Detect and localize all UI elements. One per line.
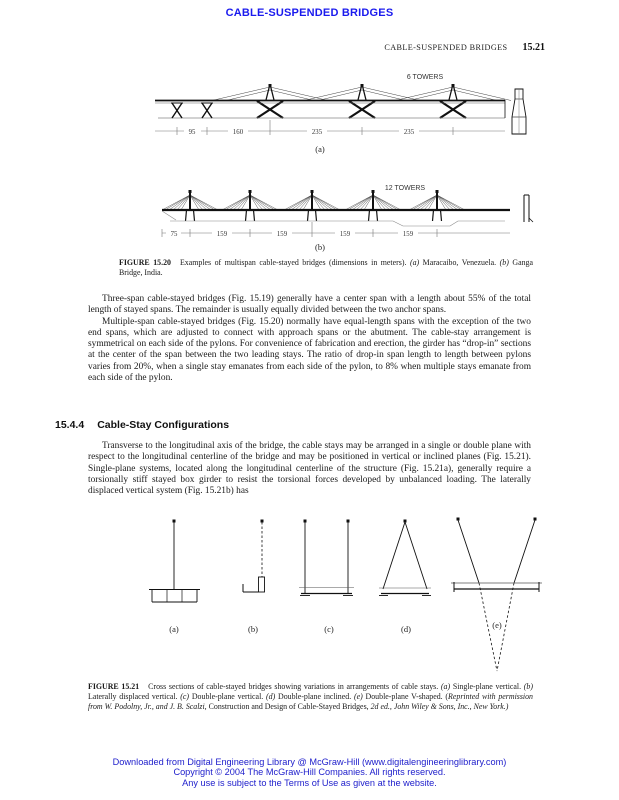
section-title: Cable-Stay Configurations bbox=[97, 419, 230, 431]
dimension-line-a bbox=[155, 120, 505, 136]
paragraph-3: Transverse to the longitudinal axis of the bridge, the cable stays may be arranged in a single or double plane with respect to the longitudinal centerline of the bridge and may be positioned in vertical or inclined planes (Fig. 15.21). Single-plane systems, located along the longitudinal centerline of the structure (Fig. 15.21a), generally require a torsionally stiff stayed box girder to resist the torsional forces developed by unbalanced loading. The laterally displaced vertical system (Fig. 15.21b) has bbox=[88, 441, 531, 497]
sublabel-21e: (e) bbox=[492, 620, 502, 630]
section-d-double-plane-inclined bbox=[379, 520, 431, 596]
body-text-block-2 bbox=[88, 441, 531, 497]
caption-letter-b: (b) bbox=[499, 258, 509, 267]
section-c-double-plane-vertical bbox=[299, 520, 354, 596]
sublabel-21c: (c) bbox=[324, 624, 334, 634]
dim-b-3: 159 bbox=[276, 231, 288, 238]
caption-letter-e: (e) bbox=[353, 692, 363, 701]
caption-reprint-notice: Reprinted with permission from W. Podolny, Jr., and J. B. Scalzi, bbox=[88, 692, 533, 711]
dim-b-5: 159 bbox=[402, 231, 414, 238]
caption-text: Maracaibo, Venezuela. bbox=[419, 258, 500, 267]
footer bbox=[0, 757, 619, 788]
section-heading bbox=[55, 419, 229, 431]
caption-text: Double-plane V-shaped. ( bbox=[362, 692, 449, 701]
sublabel-a: (a) bbox=[315, 144, 325, 154]
footer-download-link[interactable]: Downloaded from Digital Engineering Library @ McGraw-Hill (www.digitalengineeringlibrary.com) bbox=[112, 757, 507, 767]
caption-text: Laterally displaced vertical. bbox=[88, 692, 181, 701]
section-a-single-plane bbox=[149, 520, 200, 603]
caption-text: Double-plane inclined. bbox=[275, 692, 354, 701]
footer-copyright: Copyright © 2004 The McGraw-Hill Companies. All rights reserved. bbox=[173, 767, 446, 778]
bridge-elevation-a bbox=[155, 74, 526, 154]
sublabel-21a: (a) bbox=[169, 624, 179, 634]
figure-15-20-diagram bbox=[0, 60, 619, 258]
figure-15-21-caption bbox=[88, 682, 533, 712]
footer-terms: Any use is subject to the Terms of Use as given at the website. bbox=[182, 777, 437, 788]
caption-letter-a: (a) bbox=[440, 682, 451, 691]
section-b-laterally-displaced bbox=[243, 520, 265, 593]
dim-a-3: 235 bbox=[311, 129, 323, 136]
dim-a-4: 235 bbox=[403, 129, 415, 136]
dim-a-1: 95 bbox=[188, 129, 196, 136]
caption-text: Single-plane vertical. bbox=[450, 682, 524, 691]
running-header bbox=[384, 42, 545, 53]
caption-letter-b: (b) bbox=[523, 682, 533, 691]
section-number: 15.4.4 bbox=[55, 419, 85, 431]
paragraph-1: Three-span cable-stayed bridges (Fig. 15.19) generally have a center span with a length about 55% of the total length of stayed spans. The remainder is usually equally divided between the two anchor spans. bbox=[88, 294, 531, 316]
caption-publisher: 2d ed., John Wiley & Sons, Inc., New York.) bbox=[370, 702, 509, 711]
dim-a-2: 160 bbox=[232, 129, 244, 136]
dim-b-1: 75 bbox=[170, 231, 178, 238]
dim-b-2: 159 bbox=[216, 231, 228, 238]
caption-letter-a: (a) bbox=[409, 258, 420, 267]
running-title: CABLE-SUSPENDED BRIDGES bbox=[384, 43, 508, 52]
bridge-elevation-b bbox=[162, 185, 533, 252]
towers-label-b: 12 TOWERS bbox=[384, 185, 426, 192]
towers-label-a: 6 TOWERS bbox=[406, 74, 444, 81]
pylon-elevation-a bbox=[512, 89, 526, 134]
body-text-block-1 bbox=[88, 294, 531, 384]
section-e-double-plane-v bbox=[451, 518, 542, 672]
figure-15-20-caption bbox=[119, 258, 533, 278]
caption-book-title: Construction and Design of Cable-Stayed Bridges, bbox=[206, 702, 371, 711]
dimension-line-b bbox=[162, 222, 510, 238]
paragraph-2: Multiple-span cable-stayed bridges (Fig. 15.20) normally have equal-length spans with the exception of the two end spans, which are adjusted to connect with approach spans or the abutment. The cable-stay arrangement is symmetrical on each side of the pylons. For convenience of fabrication and erection, the girder has “drop-in” sections at the center of the span between the two leading stays. The ratio of drop-in span length to length between pylons varies from 20%, when a single stay emanates from each side of the pylon, to 8% when multiple stays emanate from each side of the pylon. bbox=[88, 316, 531, 384]
caption-text: Double-plane vertical. bbox=[189, 692, 267, 701]
dim-b-4: 159 bbox=[339, 231, 351, 238]
figure-15-20-label: FIGURE 15.20 bbox=[119, 258, 171, 267]
figure-15-21-diagram bbox=[0, 512, 619, 680]
sublabel-21d: (d) bbox=[401, 624, 411, 634]
sublabel-21b: (b) bbox=[248, 624, 258, 634]
caption-text: Cross sections of cable-stayed bridges showing variations in arrangements of cable stays. bbox=[148, 682, 441, 691]
caption-text: Examples of multispan cable-stayed bridges (dimensions in meters). bbox=[179, 258, 410, 267]
caption-letter-d: (d) bbox=[266, 692, 276, 701]
pylon-section-b bbox=[524, 195, 533, 222]
figure-15-21-label: FIGURE 15.21 bbox=[88, 682, 140, 691]
document-title-link[interactable]: CABLE-SUSPENDED BRIDGES bbox=[225, 7, 394, 19]
caption-letter-c: (c) bbox=[180, 692, 190, 701]
page-number: 15.21 bbox=[522, 42, 545, 53]
sublabel-b: (b) bbox=[315, 242, 325, 252]
caption-text: Ganga Bridge, India. bbox=[119, 258, 533, 277]
